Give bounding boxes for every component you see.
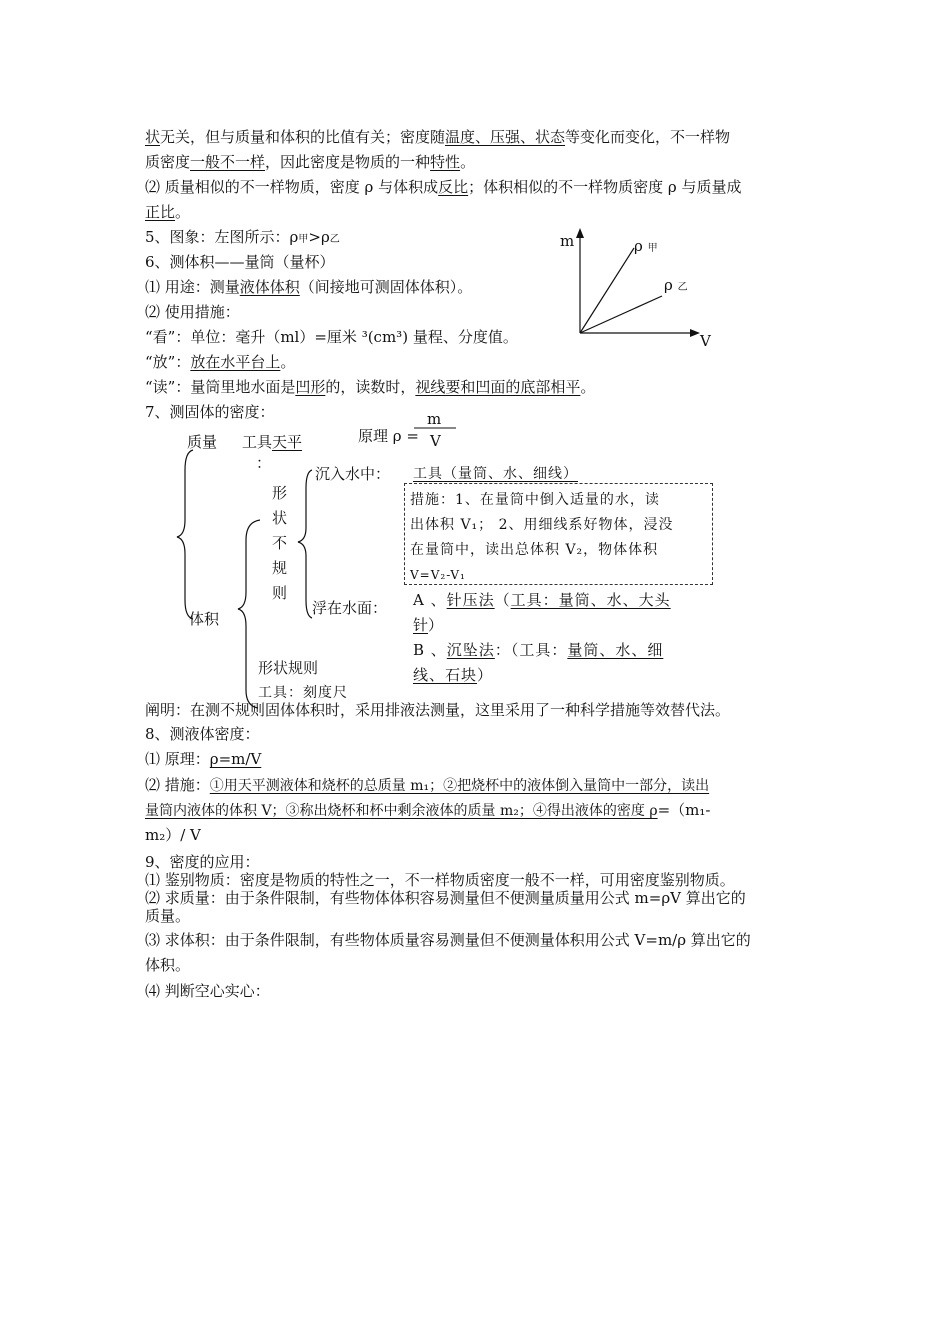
irregular-char: 状 — [272, 509, 288, 527]
underlined-text: 特性 — [430, 153, 461, 171]
brace-volume — [238, 520, 260, 708]
rho: ρ — [664, 276, 673, 294]
section-9-item-3a: ⑶ 求体积：由于条件限制，有些物体质量容易测量但不便测量体积用公式 V=m/ρ 算出它的 — [145, 931, 751, 949]
rho: ρ — [634, 237, 643, 255]
box-line: 出体积 V₁； 2、用细线系好物体，浸没 — [410, 517, 674, 533]
mass-tool-colon: ： — [256, 454, 272, 472]
float-label: 浮在水面： — [312, 599, 388, 617]
section-8-method-3: m₂）/ V — [145, 826, 201, 844]
text: >ρ — [308, 228, 330, 246]
underlined-text: 量筒内液体的体积 V；③称出烧杯和杯中剩余液体的质量 m₂；④得出液体的密度 ρ — [145, 803, 658, 819]
underlined-text: 反比 — [438, 178, 469, 196]
underlined-text: 天平 — [272, 433, 303, 451]
text: 。 — [280, 353, 296, 371]
text: ⑵ 质量相似的不一样物质，密度 ρ 与体积成 — [145, 178, 439, 196]
brace-outer — [177, 450, 193, 619]
section-6-look: “看”：单位：毫升（ml）=厘米 ³(cm³) 量程、分度值。 — [145, 328, 518, 346]
underlined-text: ρ=m/V — [209, 750, 262, 768]
graph-x-label: V — [700, 332, 711, 350]
irregular-char: 形 — [272, 484, 288, 502]
underlined-text: 沉坠法 — [446, 641, 495, 659]
fraction-denominator: V — [430, 432, 441, 450]
underlined-text: 针 — [413, 616, 429, 634]
text: ⑵ 措施： — [145, 776, 210, 794]
section-8-method-2 — [145, 799, 710, 822]
text: ；体积相似的不一样物质密度 ρ 与质量成 — [468, 178, 742, 196]
method-b-cont — [413, 664, 493, 686]
section-6-put — [145, 351, 295, 373]
text: ） — [477, 666, 494, 684]
section-9-item-4: ⑷ 判断空心实心： — [145, 982, 270, 1000]
underlined-text: 凹形 — [295, 378, 326, 396]
volume-label: 体积 — [189, 610, 220, 628]
underlined-text: 针压法 — [446, 591, 495, 609]
text: ） — [428, 616, 444, 634]
section-6-method: ⑵ 使用措施： — [145, 303, 240, 321]
text: ，因此密度是物质的一种 — [265, 153, 431, 171]
box-line: 在量筒中，读出总体积 V₂，物体体积 — [410, 542, 659, 558]
fraction-numerator: m — [427, 410, 442, 428]
underlined-text: ①用天平测液体和烧杯的总质量 m₁；②把烧杯中的液体倒入量筒中一部分，读出 — [209, 778, 710, 794]
text: （ — [494, 591, 511, 609]
text: 5、图象：左图所示：ρ — [145, 228, 299, 246]
underlined-text: 液体体积 — [239, 278, 300, 296]
section-9-item-1: ⑴ 鉴别物质：密度是物质的特性之一，不一样物质密度一般不一样，可用密度鉴别物质。 — [145, 871, 735, 889]
subscript: 甲 — [647, 243, 658, 254]
text: 等变化而变化，不一样物 — [565, 128, 731, 146]
text: 质密度 — [145, 153, 191, 171]
text: ⑴ 原理： — [145, 750, 210, 768]
underlined-text: 正比 — [145, 203, 176, 221]
section-9-heading: 9、密度的应用： — [145, 853, 260, 871]
y-axis-arrow — [576, 228, 584, 238]
underlined-text: 温度、压强、状态 — [445, 128, 566, 146]
principle-label: 原理 ρ = — [358, 427, 419, 445]
underlined-text: 线、石块 — [413, 666, 478, 684]
x-axis-arrow — [690, 329, 700, 337]
section-6-read — [145, 376, 595, 398]
ruler-tool: 工具：刻度尺 — [258, 685, 348, 701]
text: 。 — [580, 378, 596, 396]
method-b — [413, 639, 663, 661]
underlined-text: 工具：量筒、水、大头 — [510, 591, 671, 609]
underlined-text: 一般不一样 — [190, 153, 266, 171]
section-9-item-2a: ⑵ 求质量：由于条件限制，有些物体体积容易测量但不便测量质量用公式 m=ρV 算出它的 — [145, 889, 746, 907]
mass-tool — [242, 431, 302, 453]
text: 工具 — [242, 433, 273, 451]
sink-tool: 工具（量筒、水、细线） — [413, 466, 578, 482]
box-line: V=V₂-V₁ — [410, 568, 466, 582]
box-line: 措施：1、在量筒中倒入适量的水，读 — [410, 492, 660, 508]
subscript: 乙 — [329, 234, 340, 245]
subscript: 乙 — [677, 282, 688, 293]
underlined-text: 视线要和凹面的底部相平 — [415, 378, 581, 396]
underlined-text: 量筒、水、细 — [567, 641, 664, 659]
text: 。 — [460, 153, 476, 171]
text: B 、 — [413, 641, 447, 659]
mass-label: 质量 — [187, 433, 218, 451]
section-6-use — [145, 276, 472, 298]
text: =（m₁- — [657, 801, 711, 819]
sink-label: 沉入水中： — [315, 465, 391, 483]
subscript: 甲 — [298, 234, 309, 245]
brace-irregular — [298, 470, 312, 618]
section-8-heading: 8、测液体密度： — [145, 725, 260, 743]
text: A 、 — [413, 591, 447, 609]
section-6-heading: 6、测体积——量筒（量杯） — [145, 253, 335, 271]
graph-y-label: m — [560, 232, 575, 250]
irregular-char: 则 — [272, 584, 288, 602]
text: “放”： — [145, 353, 191, 371]
irregular-char: 不 — [272, 534, 288, 552]
method-a-cont — [413, 614, 443, 636]
text: 。 — [175, 203, 191, 221]
graph-label-jia — [634, 235, 658, 260]
section-9-item-2b: 质量。 — [145, 907, 191, 925]
irregular-char: 规 — [272, 559, 288, 577]
section-9-item-3b: 体积。 — [145, 956, 191, 974]
regular-label: 形状规则 — [258, 659, 319, 677]
text: 的，读数时， — [325, 378, 416, 396]
section-7-heading: 7、测固体的密度： — [145, 403, 275, 421]
underlined-text: 状 — [145, 128, 161, 146]
section-8-method-1 — [145, 774, 709, 797]
text: ⑴ 用途：测量 — [145, 278, 240, 296]
text: （间接地可测固体体积）。 — [299, 278, 473, 296]
method-a — [413, 589, 671, 611]
text: “读”：量筒里地水面是 — [145, 378, 296, 396]
text: 无关，但与质量和体积的比值有关；密度随 — [160, 128, 446, 146]
section-8-principle — [145, 748, 261, 770]
section-7-note: 阐明：在测不规则固体体积时，采用排液法测量，这里采用了一种科学措施等效替代法。 — [145, 701, 731, 719]
graph-label-yi — [664, 274, 688, 299]
text: ：（工具： — [494, 641, 568, 659]
underlined-text: 放在水平台上 — [190, 353, 281, 371]
